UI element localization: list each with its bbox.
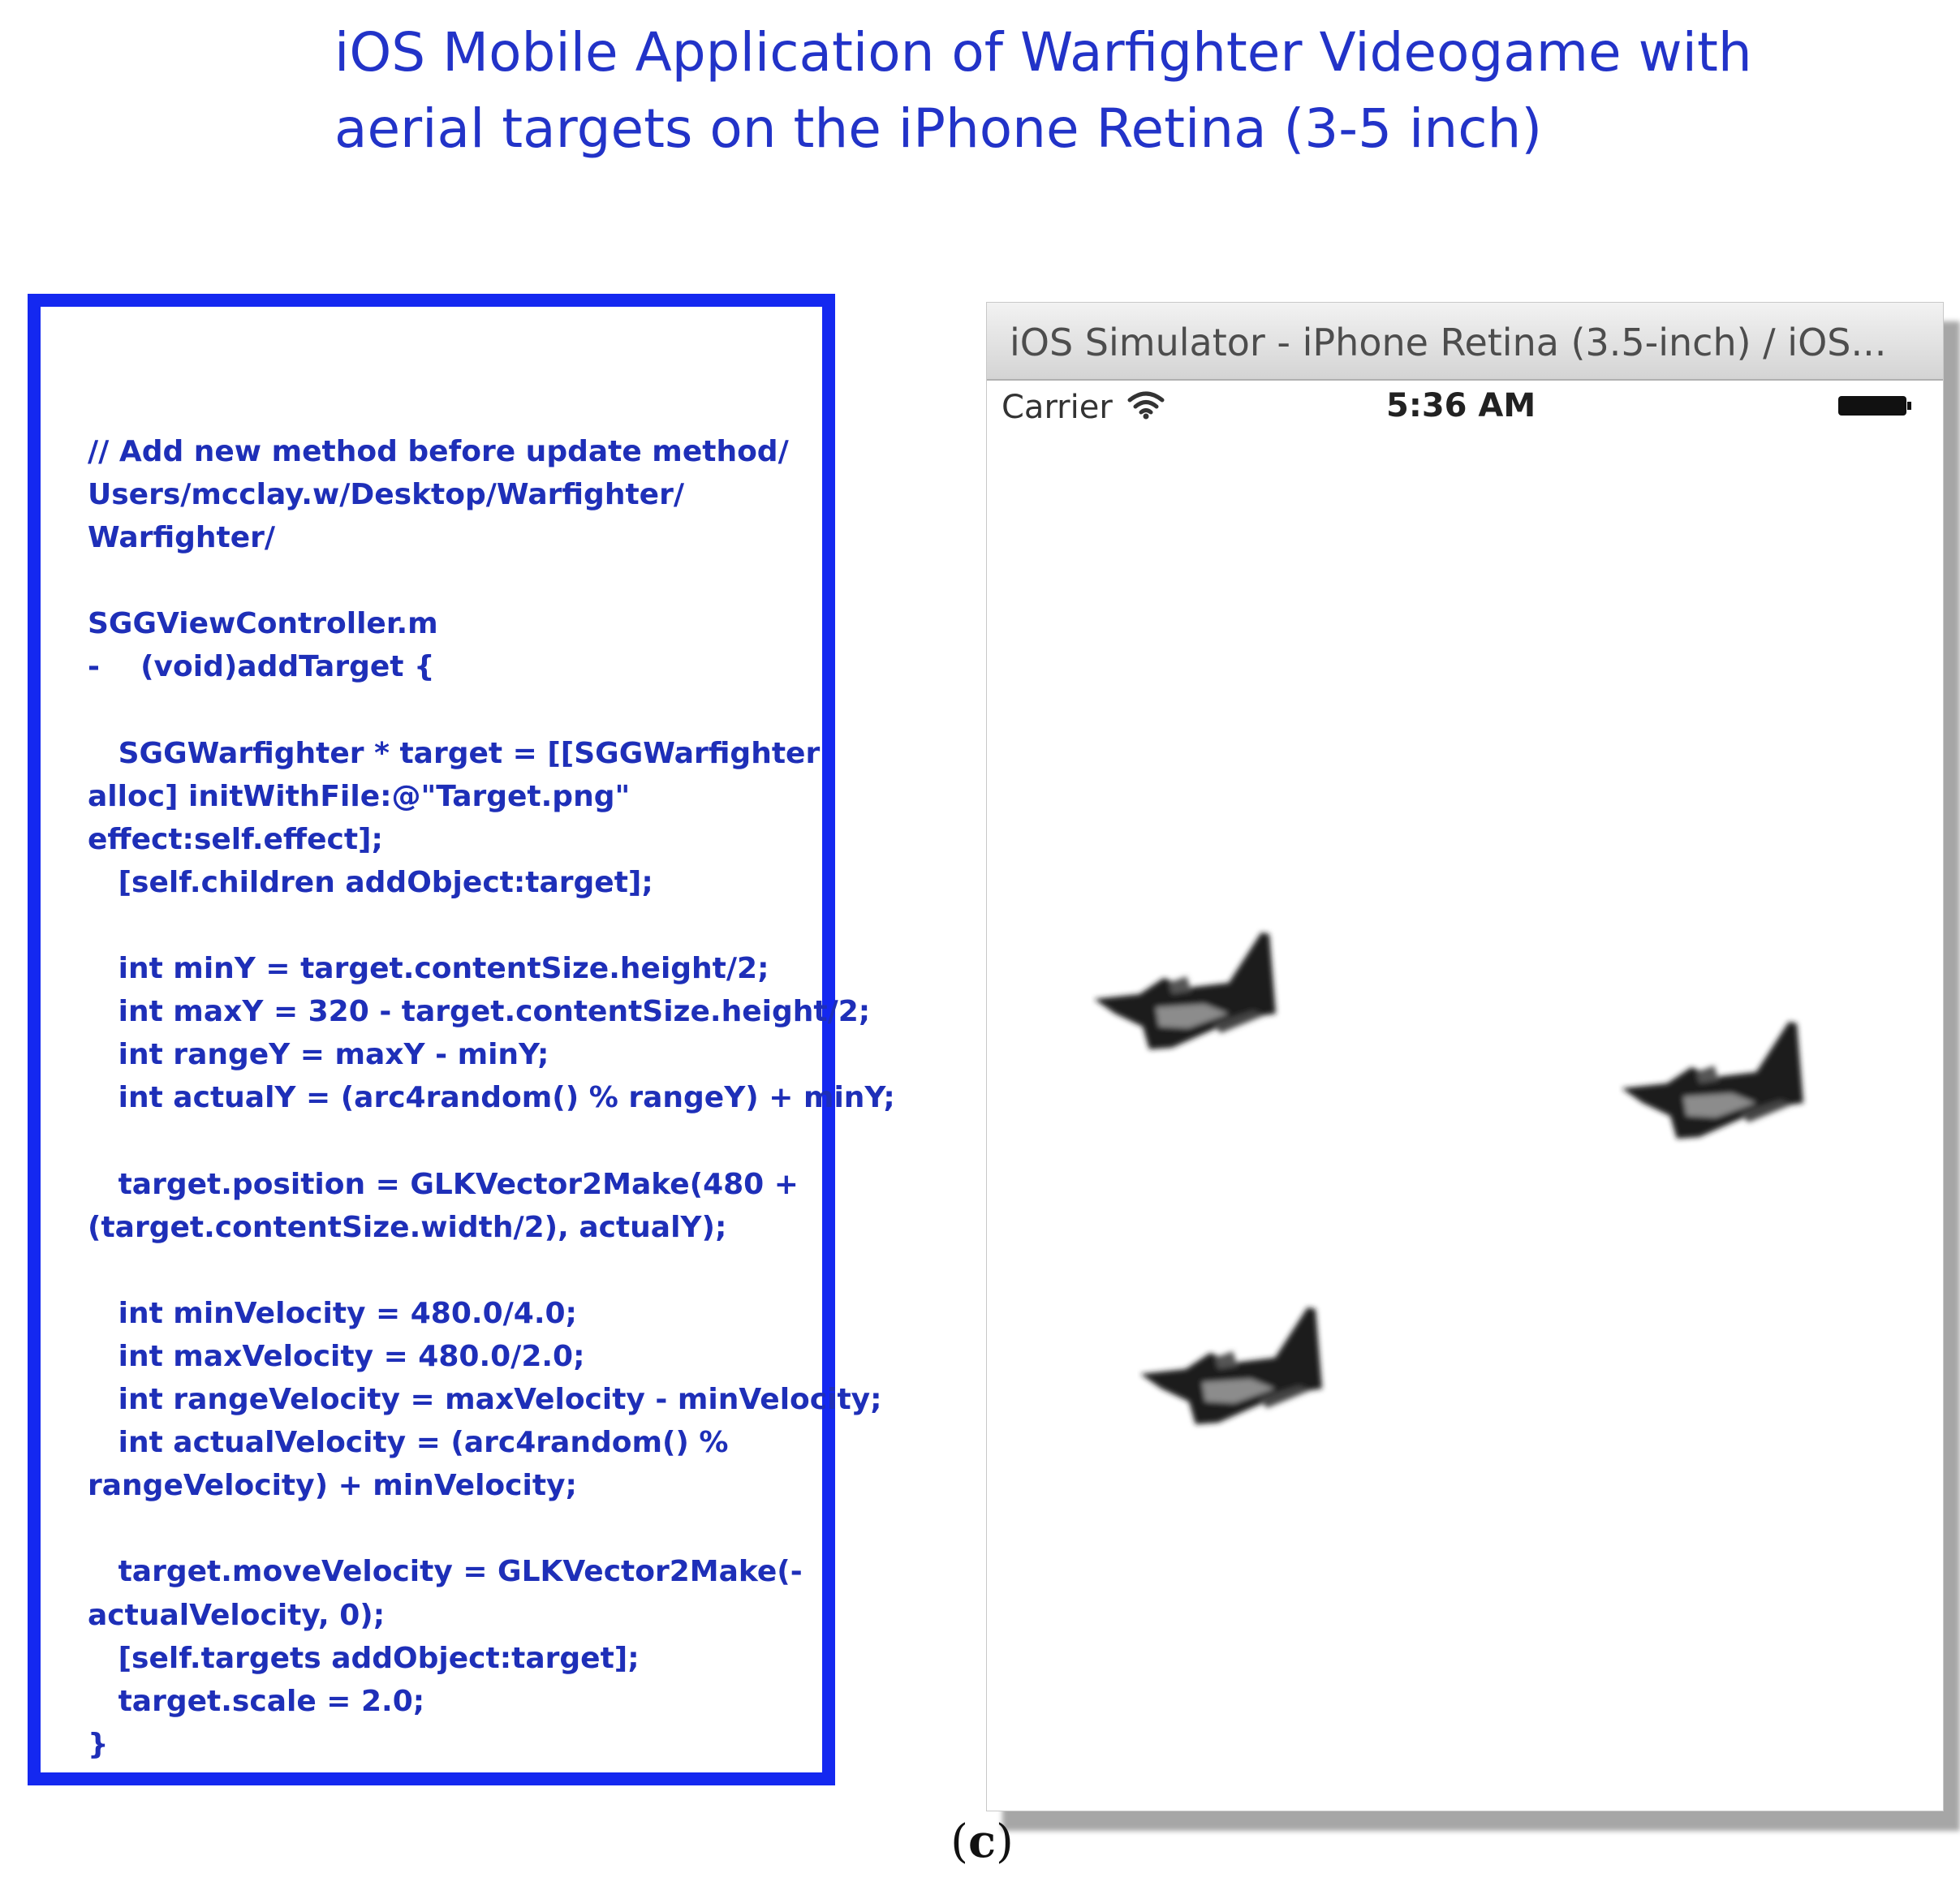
code-listing: // Add new method before update method/ Users/mcclay.w/Desktop/Warfighter/ Warfighter/ SGGViewController.m - (void)addTarget { SGGWarfighter * target = [[SGGWarfighter alloc] initWithFile:@"Target.png" effect:self.effect]; [self.children addObject:target]; int minY = target.contentSize.height/2; int maxY = 320 - target.contentSize.height/2; int rangeY = maxY - minY; int actualY = (arc4random() % rangeY) + minY; target.position = GLKVector2Make(480 + (target.contentSize.width/2), actualY); int minVelocity = 480.0/4.0; int maxVelocity = 480.0/2.0; int rangeVelocity = maxVelocity - minVelocity; int actualVelocity = (arc4random() % rangeVelocity) + minVelocity; target.moveVelocity = GLKVector2Make(- actualVelocity, 0); [self.targets addObject:target]; target.scale = 2.0; }	[88, 435, 895, 1761]
game-screen[interactable]	[987, 433, 1943, 1811]
ios-simulator-window[interactable]	[986, 302, 1944, 1811]
figure-title-line-2: aerial targets on the iPhone Retina (3-5 inch)	[334, 97, 1543, 160]
aircraft-target-icon[interactable]	[1618, 1015, 1821, 1161]
caption-letter: c	[967, 1815, 997, 1868]
aircraft-target-icon[interactable]	[1137, 1301, 1340, 1447]
battery-icon	[1837, 395, 1912, 416]
carrier-label: Carrier	[1002, 389, 1113, 426]
ios-status-bar	[987, 381, 1943, 433]
figure-title-line-1: iOS Mobile Application of Warfighter Videogame with	[334, 21, 1752, 84]
figure-title	[334, 15, 1876, 167]
caption-open-paren: (	[950, 1815, 968, 1868]
caption-close-paren: )	[996, 1815, 1014, 1868]
simulator-titlebar[interactable]	[987, 303, 1943, 381]
code-panel	[28, 294, 895, 1785]
wifi-icon	[1126, 390, 1165, 420]
aircraft-target-icon[interactable]	[1091, 926, 1294, 1072]
figure-caption	[941, 1815, 1023, 1868]
status-time: 5:36 AM	[1386, 387, 1536, 424]
simulator-window-title: iOS Simulator - iPhone Retina (3.5-inch) / iOS...	[1010, 321, 1887, 364]
